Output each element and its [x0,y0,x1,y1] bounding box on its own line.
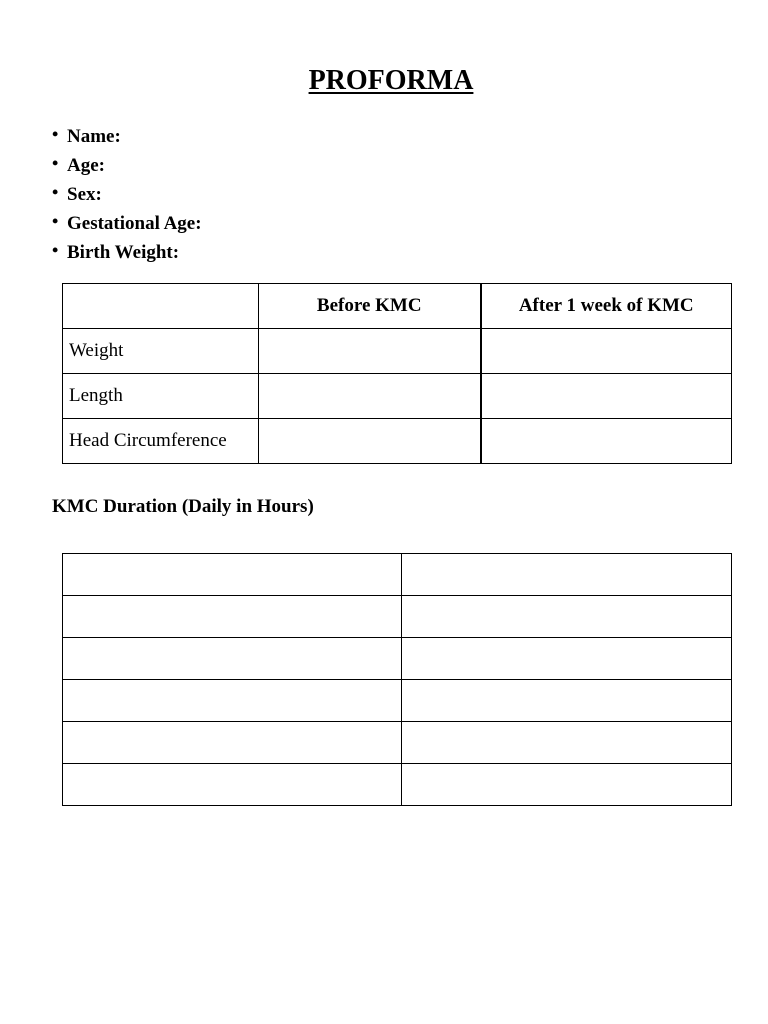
table-header-row [63,284,732,329]
field-label: Age: [67,155,105,176]
header-before-kmc: Before KMC [259,284,481,329]
cell-before-length[interactable] [259,374,481,419]
kmc-duration-table [62,553,732,806]
table-row [63,638,732,680]
duration-cell[interactable] [402,554,732,596]
patient-fields-list [52,122,202,267]
bullet-icon: • [52,182,59,202]
header-cell-empty [63,284,259,329]
duration-cell[interactable] [402,680,732,722]
field-gestational-age [52,209,202,238]
field-birth-weight [52,238,202,267]
row-label-length: Length [63,374,259,419]
row-label-head-circumference: Head Circumference [63,419,259,464]
field-label: Birth Weight: [67,242,180,263]
kmc-duration-heading: KMC Duration (Daily in Hours) [52,496,314,517]
field-label: Name: [67,126,121,147]
field-label: Gestational Age: [67,213,202,234]
duration-cell[interactable] [63,596,402,638]
table-row [63,722,732,764]
header-after-kmc: After 1 week of KMC [481,284,732,329]
field-label: Sex: [67,184,102,205]
bullet-icon: • [52,240,59,260]
row-label-weight: Weight [63,329,259,374]
duration-cell[interactable] [402,764,732,806]
cell-after-head-circumference[interactable] [481,419,732,464]
duration-cell[interactable] [63,722,402,764]
measurements-table [62,283,732,464]
field-name [52,122,202,151]
duration-cell[interactable] [63,680,402,722]
bullet-icon: • [52,124,59,144]
table-row [63,374,732,419]
duration-cell[interactable] [402,638,732,680]
duration-cell[interactable] [402,722,732,764]
table-row [63,554,732,596]
field-sex [52,180,202,209]
duration-cell[interactable] [63,764,402,806]
table-row [63,680,732,722]
cell-before-weight[interactable] [259,329,481,374]
duration-cell[interactable] [63,554,402,596]
field-age [52,151,202,180]
table-row [63,596,732,638]
table-row [63,764,732,806]
bullet-icon: • [52,211,59,231]
cell-after-weight[interactable] [481,329,732,374]
bullet-icon: • [52,153,59,173]
table-row [63,419,732,464]
cell-before-head-circumference[interactable] [259,419,481,464]
duration-cell[interactable] [63,638,402,680]
table-row [63,329,732,374]
page-title: PROFORMA [308,65,474,96]
duration-cell[interactable] [402,596,732,638]
cell-after-length[interactable] [481,374,732,419]
